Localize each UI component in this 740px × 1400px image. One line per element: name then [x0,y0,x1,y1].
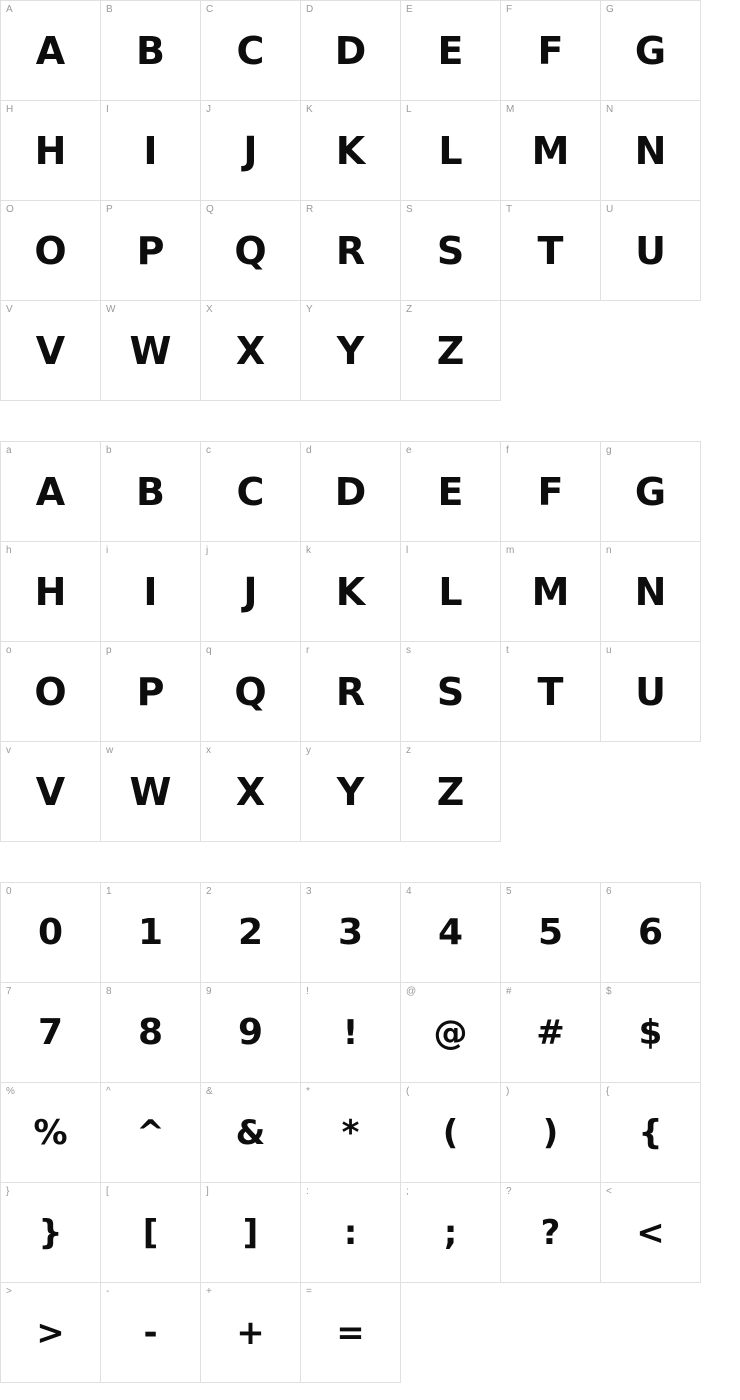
glyph-cell-label: + [206,1286,212,1297]
glyph-cell-label: ! [306,986,309,997]
glyph-cell-label: ? [506,1186,512,1197]
glyph-cell-label: { [606,1086,610,1097]
glyph-cell-glyph: P [136,669,165,714]
glyph-cell-label: # [506,986,512,997]
glyph-cell-glyph: G [634,469,667,514]
glyph-cell-glyph: E [437,28,464,73]
glyph-cell[interactable] [501,101,601,201]
glyph-cell-label: K [306,104,313,115]
glyph-cell-glyph: Z [436,328,465,373]
glyph-cell[interactable] [101,1,201,101]
glyph-cell[interactable] [201,883,301,983]
glyph-cell[interactable] [201,1083,301,1183]
glyph-cell-glyph: F [537,28,564,73]
glyph-block-uppercase [0,0,701,401]
glyph-cell-empty [501,301,600,400]
glyph-cell[interactable] [101,1283,201,1383]
glyph-cell-label: 0 [6,886,12,897]
glyph-cell-label: > [6,1286,12,1297]
glyph-cell[interactable] [201,1283,301,1383]
glyph-cell-label: p [106,645,112,656]
glyph-cell-label: & [206,1086,213,1097]
glyph-cell[interactable] [301,983,401,1083]
glyph-cell[interactable] [1,442,101,542]
glyph-cell-label: I [106,104,109,115]
glyph-cell-label: ) [506,1086,510,1097]
glyph-cell[interactable] [601,101,701,201]
glyph-cell-glyph: R [335,228,366,273]
glyph-cell-glyph: N [634,569,667,614]
glyph-cell[interactable] [1,201,101,301]
glyph-cell-label: 8 [106,986,112,997]
glyph-cell-glyph: R [335,669,366,714]
glyph-cell-glyph: F [537,469,564,514]
glyph-cell[interactable] [101,742,201,842]
glyph-cell-label: v [6,745,11,756]
glyph-cell-glyph: ] [242,1212,259,1253]
glyph-cell[interactable] [601,201,701,301]
glyph-cell-label: 4 [406,886,412,897]
glyph-cell-glyph: M [531,128,570,173]
glyph-cell-label: X [206,304,213,315]
glyph-cell-glyph: + [236,1312,265,1353]
glyph-cell-label: F [506,4,513,15]
glyph-cell-glyph: & [235,1112,266,1153]
glyph-cell-glyph: ; [443,1212,458,1253]
glyph-cell-glyph: ^ [136,1112,165,1153]
glyph-cell-label: @ [406,986,417,997]
glyph-cell-glyph: V [35,328,66,373]
glyph-cell-label: l [406,545,409,556]
glyph-cell[interactable] [401,301,501,401]
glyph-cell-label: f [506,445,509,456]
glyph-cell-glyph: I [143,128,158,173]
glyph-cell-glyph: U [635,228,666,273]
glyph-cell-label: e [406,445,412,456]
glyph-cell-glyph: L [438,569,463,614]
glyph-cell[interactable] [201,301,301,401]
glyph-cell-glyph: : [343,1212,358,1253]
glyph-cell-glyph: * [341,1112,360,1153]
glyph-cell-glyph: < [636,1212,665,1253]
glyph-cell[interactable] [501,1083,601,1183]
glyph-cell[interactable] [601,983,701,1083]
glyph-cell[interactable] [301,742,401,842]
glyph-cell-glyph: P [136,228,165,273]
glyph-cell[interactable] [201,201,301,301]
glyph-cell-label: n [606,545,612,556]
glyph-cell-glyph: 0 [37,911,64,953]
glyph-cell-glyph: - [143,1312,158,1353]
glyph-cell-label: 5 [506,886,512,897]
glyph-cell[interactable] [401,201,501,301]
glyph-cell-empty [501,1283,600,1382]
glyph-cell[interactable] [101,1183,201,1283]
glyph-cell[interactable] [601,642,701,742]
glyph-cell-glyph: U [635,669,666,714]
glyph-cell-glyph: 4 [437,911,464,953]
glyph-cell-glyph: I [143,569,158,614]
glyph-cell-label: V [6,304,13,315]
glyph-cell[interactable] [601,1,701,101]
glyph-cell[interactable] [201,542,301,642]
block-spacer [0,401,740,441]
glyph-cell-glyph: H [34,128,67,173]
glyph-cell-label: Q [206,204,214,215]
glyph-cell-label: 7 [6,986,12,997]
glyph-cell-label: % [6,1086,15,1097]
glyph-cell-label: a [6,445,12,456]
glyph-cell-label: S [406,204,413,215]
glyph-block-symbols [0,882,701,1383]
glyph-cell-label: B [106,4,113,15]
glyph-cell-glyph: S [436,228,465,273]
glyph-cell[interactable] [401,1083,501,1183]
glyph-cell-glyph: # [536,1012,565,1053]
glyph-cell-glyph: O [34,669,67,714]
glyph-cell-glyph: Q [234,228,267,273]
glyph-cell-glyph: A [35,28,66,73]
glyph-cell-label: D [306,4,314,15]
glyph-cell[interactable] [501,983,601,1083]
glyph-cell-glyph: 7 [37,1011,64,1053]
glyph-cell-glyph: E [437,469,464,514]
glyph-cell[interactable] [601,442,701,542]
glyph-cell-glyph: } [38,1212,63,1253]
glyph-cell[interactable] [501,201,601,301]
glyph-cell[interactable] [301,301,401,401]
glyph-cell-label: P [106,204,113,215]
glyph-cell-label: h [6,545,12,556]
glyph-cell-glyph: B [136,469,165,514]
glyph-cell[interactable] [401,742,501,842]
glyph-cell-label: : [306,1186,309,1197]
glyph-cell-glyph: ? [540,1212,561,1253]
glyph-cell[interactable] [601,1183,701,1283]
glyph-cell-glyph: 5 [537,911,564,953]
glyph-cell[interactable] [401,101,501,201]
glyph-cell-glyph: X [235,328,266,373]
glyph-cell[interactable] [301,442,401,542]
block-spacer [0,842,740,882]
glyph-cell-glyph: @ [433,1012,468,1053]
glyph-cell-label: k [306,545,311,556]
glyph-cell-label: m [506,545,515,556]
glyph-cell[interactable] [1,883,101,983]
glyph-cell-label: < [606,1186,612,1197]
glyph-cell[interactable] [301,1083,401,1183]
glyph-cell-glyph: T [537,669,564,714]
glyph-cell[interactable] [401,983,501,1083]
glyph-cell-label: b [106,445,112,456]
glyph-cell[interactable] [401,542,501,642]
glyph-cell[interactable] [1,1183,101,1283]
glyph-cell[interactable] [401,883,501,983]
glyph-cell[interactable] [501,883,601,983]
glyph-cell-label: G [606,4,614,15]
glyph-cell-empty [601,742,700,841]
glyph-cell-glyph: C [236,469,265,514]
glyph-cell[interactable] [601,542,701,642]
glyph-cell[interactable] [401,1,501,101]
glyph-cell-glyph: > [36,1312,65,1353]
glyph-cell-glyph: O [34,228,67,273]
glyph-cell-glyph: L [438,128,463,173]
glyph-cell-empty [401,1283,500,1382]
glyph-cell[interactable] [1,101,101,201]
glyph-cell-label: 6 [606,886,612,897]
glyph-cell-empty [501,742,600,841]
glyph-cell[interactable] [201,983,301,1083]
glyph-cell[interactable] [1,542,101,642]
glyph-cell-glyph: N [634,128,667,173]
glyph-cell[interactable] [201,642,301,742]
glyph-cell-glyph: 2 [237,911,264,953]
glyph-cell-glyph: 9 [237,1011,264,1053]
glyph-cell-glyph: J [243,128,258,173]
glyph-cell[interactable] [301,1,401,101]
glyph-cell[interactable] [101,442,201,542]
glyph-cell[interactable] [101,1083,201,1183]
glyph-cell-glyph: C [236,28,265,73]
glyph-cell-glyph: J [243,569,258,614]
glyph-cell-glyph: 6 [637,911,664,953]
glyph-cell[interactable] [201,442,301,542]
glyph-cell-label: U [606,204,614,215]
glyph-cell-label: c [206,445,211,456]
glyph-cell-label: } [6,1186,10,1197]
glyph-cell-glyph: Y [336,328,365,373]
glyph-cell-label: E [406,4,413,15]
glyph-cell-glyph: = [336,1312,365,1353]
glyph-cell[interactable] [501,1,601,101]
glyph-cell[interactable] [101,642,201,742]
glyph-cell-label: N [606,104,614,115]
glyph-cell-label: W [106,304,116,315]
glyph-cell-label: [ [106,1186,109,1197]
glyph-cell-label: - [106,1286,110,1297]
glyph-cell-label: g [606,445,612,456]
glyph-cell-glyph: X [235,769,266,814]
glyph-block-lowercase [0,441,701,842]
glyph-cell-label: w [106,745,114,756]
glyph-cell[interactable] [301,542,401,642]
glyph-cell[interactable] [1,1,101,101]
glyph-cell-glyph: $ [638,1012,663,1053]
glyph-cell-glyph: D [334,28,367,73]
glyph-cell-glyph: H [34,569,67,614]
glyph-cell[interactable] [601,883,701,983]
glyph-cell[interactable] [401,1183,501,1283]
glyph-cell[interactable] [501,442,601,542]
glyph-cell[interactable] [501,1183,601,1283]
glyph-cell-label: z [406,745,411,756]
glyph-cell-glyph: T [537,228,564,273]
glyph-cell-label: L [406,104,412,115]
glyph-cell-label: ] [206,1186,209,1197]
glyph-cell-glyph: 1 [137,911,164,953]
glyph-cell-glyph: Y [336,769,365,814]
glyph-cell-glyph: K [335,128,366,173]
glyph-cell[interactable] [301,883,401,983]
glyph-cell[interactable] [401,642,501,742]
glyph-cell-label: 3 [306,886,312,897]
glyph-cell-glyph: B [136,28,165,73]
glyph-cell-glyph: { [638,1112,663,1153]
glyph-cell-label: s [406,645,411,656]
glyph-cell-label: $ [606,986,612,997]
glyph-cell-glyph: M [531,569,570,614]
glyph-cell-glyph: A [35,469,66,514]
glyph-cell-glyph: D [334,469,367,514]
glyph-cell-empty [601,1283,700,1382]
glyph-cell[interactable] [1,301,101,401]
glyph-cell-label: x [206,745,211,756]
glyph-cell-label: O [6,204,14,215]
glyph-cell-glyph: W [129,328,172,373]
glyph-cell-glyph: K [335,569,366,614]
glyph-cell-label: ( [406,1086,410,1097]
glyph-cell-label: A [6,4,13,15]
glyph-cell[interactable] [101,542,201,642]
glyph-cell-label: C [206,4,214,15]
glyph-cell-label: J [206,104,211,115]
glyph-cell[interactable] [201,1183,301,1283]
glyph-cell-glyph: [ [142,1212,159,1253]
glyph-cell-glyph: 3 [337,911,364,953]
glyph-cell-label: * [306,1086,310,1097]
glyph-cell-label: 1 [106,886,112,897]
glyph-cell[interactable] [301,1183,401,1283]
glyph-cell[interactable] [301,642,401,742]
glyph-cell-glyph: Q [234,669,267,714]
glyph-cell-label: u [606,645,612,656]
glyph-cell[interactable] [201,742,301,842]
glyph-cell[interactable] [1,1283,101,1383]
glyph-cell[interactable] [201,101,301,201]
glyph-cell-label: H [6,104,14,115]
glyph-cell-glyph: V [35,769,66,814]
glyph-cell-label: ^ [106,1086,111,1097]
glyph-cell-glyph: % [33,1112,68,1153]
glyph-cell-label: i [106,545,109,556]
glyph-cell[interactable] [1,1083,101,1183]
glyph-cell-label: Y [306,304,313,315]
glyph-cell-label: d [306,445,312,456]
glyph-cell-glyph: ) [542,1112,559,1153]
glyph-cell-glyph: G [634,28,667,73]
glyph-cell-label: t [506,645,509,656]
glyph-cell-label: r [306,645,310,656]
glyph-cell[interactable] [501,542,601,642]
glyph-cell-label: j [206,545,209,556]
glyph-cell-label: Z [406,304,413,315]
glyph-cell-label: y [306,745,311,756]
glyph-cell[interactable] [101,201,201,301]
glyph-cell[interactable] [401,442,501,542]
glyph-cell-label: o [6,645,12,656]
glyph-cell[interactable] [1,742,101,842]
glyph-cell[interactable] [1,983,101,1083]
glyph-cell-empty [601,301,700,400]
glyph-cell[interactable] [101,101,201,201]
glyph-cell[interactable] [501,642,601,742]
glyph-cell[interactable] [101,883,201,983]
glyph-cell-glyph: 8 [137,1011,164,1053]
glyph-cell-label: ; [406,1186,409,1197]
glyph-cell[interactable] [201,1,301,101]
glyph-cell[interactable] [301,201,401,301]
glyph-cell-label: R [306,204,314,215]
glyph-cell-glyph: W [129,769,172,814]
glyph-cell[interactable] [1,642,101,742]
glyph-cell-glyph: ( [442,1112,459,1153]
glyph-cell-glyph: S [436,669,465,714]
glyph-cell-label: 9 [206,986,212,997]
glyph-cell[interactable] [101,983,201,1083]
glyph-cell-label: M [506,104,515,115]
glyph-cell-glyph: ! [342,1012,359,1053]
glyph-cell[interactable] [601,1083,701,1183]
glyph-cell[interactable] [301,1283,401,1383]
glyph-cell-label: 2 [206,886,212,897]
glyph-cell-label: = [306,1286,312,1297]
glyph-cell[interactable] [301,101,401,201]
glyph-cell-label: q [206,645,212,656]
glyph-cell-label: T [506,204,513,215]
glyph-cell[interactable] [101,301,201,401]
glyph-cell-glyph: Z [436,769,465,814]
